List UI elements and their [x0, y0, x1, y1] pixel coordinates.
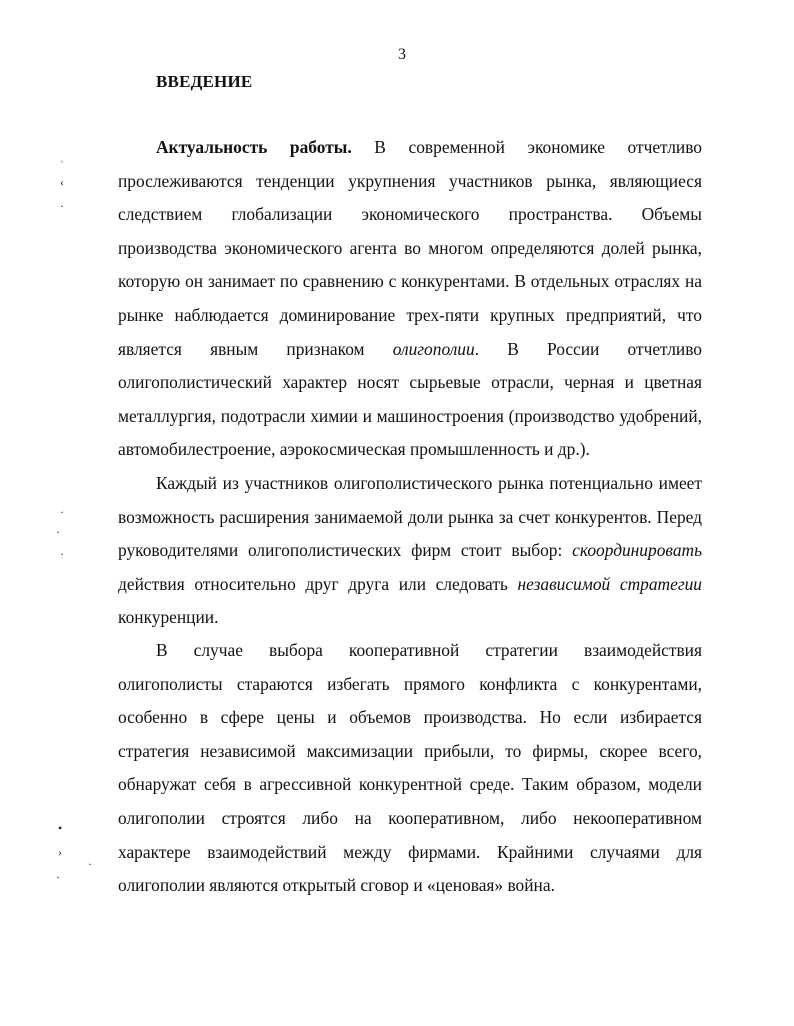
scan-mark: ˌ [60, 149, 64, 163]
scan-mark: ‹ [60, 175, 64, 189]
scan-mark: ˎ [56, 865, 60, 879]
relevance-lead: Актуальность работы. [156, 137, 352, 157]
p2-italic-coordinate: скоординировать [572, 540, 702, 561]
p1-italic-oligopoly: олигополии [392, 338, 475, 359]
page-number: 3 [398, 46, 406, 63]
paragraph-relevance [118, 131, 702, 467]
scan-mark: · [60, 547, 64, 561]
paragraph-choice [118, 467, 702, 635]
section-heading: ВВЕДЕНИЕ [156, 72, 253, 91]
p1-text-a: В современной экономике отчетливо прослеживаются тенденции укрупнения участников рынка, являющиеся следствием глобализации экономического пространства. Объемы производства экономического агента во многом определяются долей рынка, которую он занимает по сравнению с конкурентами. В отдельных отраслях на рынке наблюдается доминирование трех-пяти крупных предприятий, что является явным признаком [118, 137, 702, 359]
scan-mark: · [60, 199, 64, 213]
p1-text-b: . В России отчетливо олигополистический характер носят сырьевые отрасли, черная и цветная металлургия, подотрасли химии и машиностроения (производство удобрений, автомобилестроение, аэрокосмическая промышленность и др.). [118, 338, 702, 460]
p2-italic-independent-strategy: независимой стратегии [517, 573, 703, 594]
scan-mark: · [88, 857, 92, 871]
scan-mark: › [58, 845, 62, 859]
p2-text-b: действия относительно друг друга или следовать [118, 573, 518, 594]
scan-mark: • [58, 821, 63, 835]
scan-mark: · [56, 525, 60, 539]
p2-text-c: конкуренции. [118, 607, 219, 628]
scan-mark: · [60, 505, 64, 519]
p3-text-a: В случае выбора кооперативной стратегии взаимодействия олигополисты стараются избегать прямого конфликта с конкурентами, особенно в сфере цены и объемов производства. Но если избирается стратегия независимой максимизации прибыли, то фирмы, скорее всего, обнаружат себя в агрессивной конкурентной среде. Таким образом, модели олигополии строятся либо на кооперативном, либо некооперативном характере взаимодействий между фирмами. Крайними случаями для олигополии являются открытый сговор и «ценовая» война. [118, 640, 702, 896]
paragraph-cooperative [118, 634, 702, 903]
p2-text-a: Каждый из участников олигополистического рынка потенциально имеет возможность расширения занимаемой доли рынка за счет конкурентов. Перед руководителями олигополистических фирм стоит выбор: [118, 473, 702, 561]
